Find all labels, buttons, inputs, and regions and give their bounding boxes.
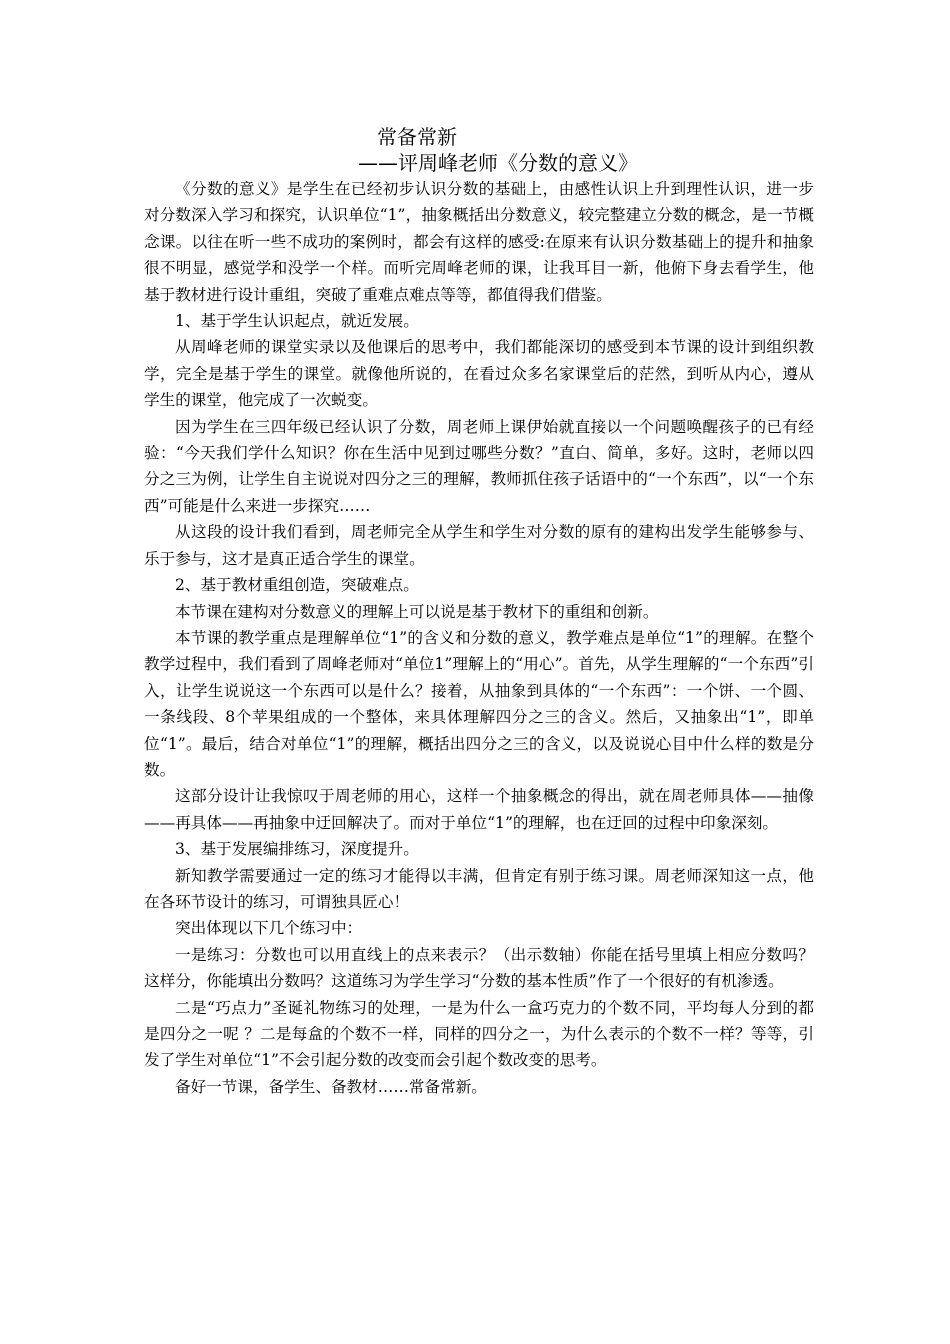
- body-paragraph: 二是“巧点力”圣诞礼物练习的处理，一是为什么一盒巧克力的个数不同，平均每人分到的都是四分之一呢 ？二是每盒的个数不一样，同样的四分之一，为什么表示的个数不一样？等等，引发了学生对单位“1”不会引起分数的改变而会引起个数改变的思考。: [144, 998, 814, 1070]
- body-paragraph: 一是练习：分数也可以用直线上的点来表示？（出示数轴）你能在括号里填上相应分数吗？这样分，你能填出分数吗？这道练习为学生学习“分数的基本性质”作了一个很好的有机渗透。: [144, 945, 814, 991]
- section-heading-1: 1、基于学生认识起点，就近发展。: [175, 312, 419, 331]
- document-title: 常备常新: [377, 125, 457, 149]
- body-paragraph: 从这段的设计我们看到，周老师完全从学生和学生对分数的原有的建构出发学生能够参与、乐于参与，这才是真正适合学生的课堂。: [144, 523, 814, 568]
- body-paragraph: 从周峰老师的课堂实录以及他课后的思考中，我们都能深切的感受到本节课的设计到组织教学，完全是基于学生的课堂。就像他所说的，在看过众多名家课堂后的茫然，到听从内心，遵从学生的课堂，他完成了一次蜕变。: [144, 338, 814, 410]
- document-subtitle: ——评周峰老师《分数的意义》: [358, 151, 638, 175]
- section-heading-2: 2、基于教材重组创造，突破难点。: [175, 576, 419, 595]
- closing-paragraph: 备好一节课，备学生、备教材……常备常新。: [175, 1077, 487, 1096]
- intro-paragraph: 《分数的意义》是学生在已经初步认识分数的基础上，由感性认识上升到理性认识，进一步对分数深入学习和探究，认识单位“1”，抽象概括出分数意义，较完整建立分数的概念，是一节概念课。以往在听一些不成功的案例时，都会有这样的感受:在原来有认识分数基础上的提升和抽象很不明显，感觉学和没学一个样。而听完周峰老师的课，让我耳目一新，他俯下身去看学生，他基于教材进行设计重组，突破了重难点难点等等，都值得我们借鉴。: [144, 180, 814, 304]
- section-heading-3: 3、基于发展编排练习，深度提升。: [175, 840, 419, 859]
- body-paragraph: 突出体现以下几个练习中：: [175, 919, 363, 938]
- document-body: [144, 176, 814, 1100]
- body-paragraph: 本节课的教学重点是理解单位“1”的含义和分数的意义，教学难点是单位“1”的理解。在整个教学过程中，我们看到了周峰老师对“单位1”理解上的“用心”。首先，从学生理解的“一个东西”引入，让学生说说这一个东西可以是什么？接着，从抽象到具体的“一个东西”：一个饼、一个圆、一条线段、8个苹果组成的一个整体，来具体理解四分之三的含义。然后，又抽象出“1”，即单位“1”。最后，结合对单位“1”的理解，概括出四分之三的含义，以及说说心目中什么样的数是分数。: [144, 628, 814, 779]
- body-paragraph: 这部分设计让我惊叹于周老师的用心，这样一个抽象概念的得出，就在周老师具体——抽像——再具体——再抽象中迂回解决了。而对于单位“1”的理解，也在迂回的过程中印象深刻。: [144, 787, 814, 832]
- body-paragraph: 本节课在建构对分数意义的理解上可以说是基于教材下的重组和创新。: [175, 602, 659, 621]
- body-paragraph: 因为学生在三四年级已经认识了分数，周老师上课伊始就直接以一个问题唤醒孩子的已有经验：“今天我们学什么知识？你在生活中见到过哪些分数？”直白、简单，多好。这时，老师以四分之三为例，让学生自主说说对四分之三的理解，教师抓住孩子话语中的“一个东西”，以“一个东西”可能是什么来进一步探究……: [144, 417, 814, 515]
- body-paragraph: 新知教学需要通过一定的练习才能得以丰满，但肯定有别于练习课。周老师深知这一点，他在各环节设计的练习，可谓独具匠心！: [144, 866, 814, 911]
